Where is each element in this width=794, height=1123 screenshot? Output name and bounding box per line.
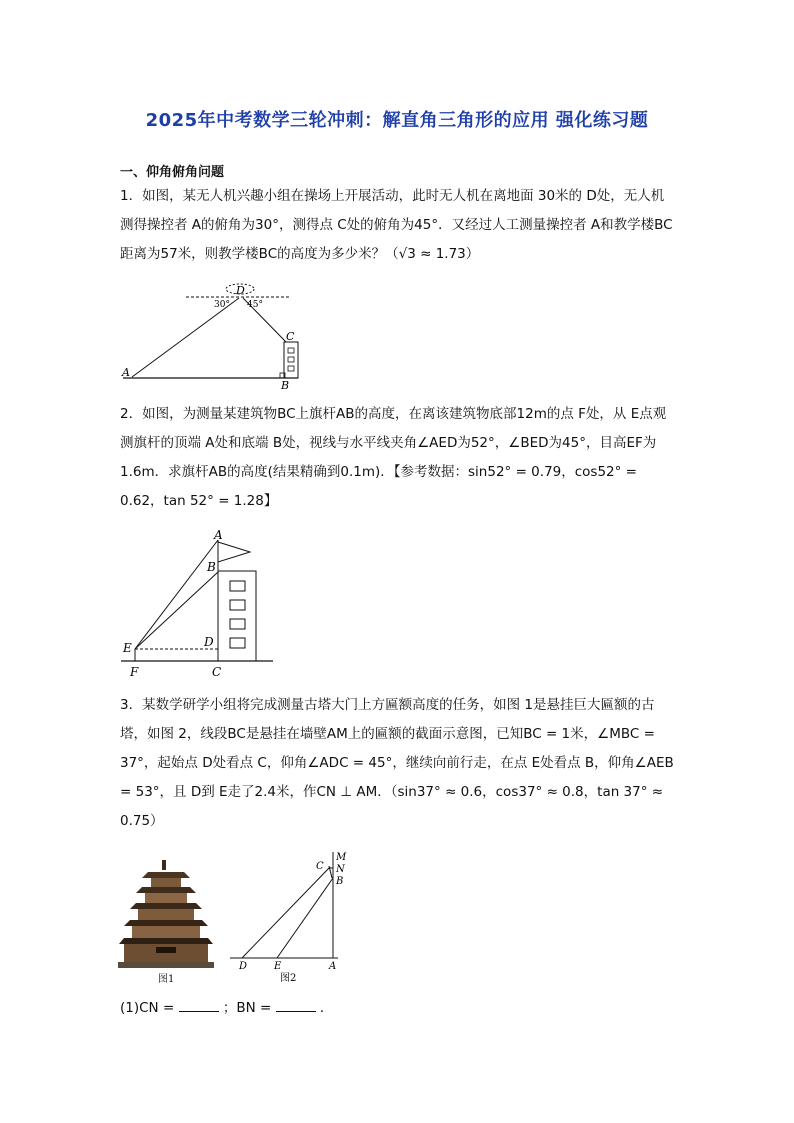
document-title: 2025年中考数学三轮冲刺：解直角三角形的应用 强化练习题 bbox=[145, 110, 649, 131]
figure-1-caption: 图1 bbox=[158, 974, 175, 985]
q1-label-a: A bbox=[122, 366, 130, 379]
q3-label-c: C bbox=[316, 861, 324, 872]
figure-2-caption: 图2 bbox=[280, 973, 297, 984]
question-3-text: 3．某数学研学小组将完成测量古塔大门上方匾额高度的任务，如图 1是悬挂巨大匾额的古塔，如图 2，线段BC是悬挂在墙壁AM上的匾额的截面示意图，已知BC = 1米，∠MBC = 37°，起始点 D处看点 C，仰角∠ADC = 45°，继续向前行走，在点 E处看点 B，仰角∠AEB = 53°，且 D到 E走了2.4米，作CN ⊥ AM．（sin37° ≈ 0.6，cos37° ≈ 0.8，tan 37° ≈ 0.75） bbox=[120, 697, 674, 829]
pagoda-photo bbox=[118, 858, 214, 968]
sub1-bn-label: ；BN = bbox=[222, 1000, 272, 1016]
q2-label-c: C bbox=[212, 665, 222, 679]
q1-label-b: B bbox=[281, 379, 290, 392]
section-heading: 一、仰角俯角问题 bbox=[120, 165, 225, 180]
q3-label-d: D bbox=[239, 961, 248, 972]
question-1-text: 1．如图，某无人机兴趣小组在操场上开展活动，此时无人机在离地面 30米的 D处，无人机测得操控者 A的俯角为30°，测得点 C处的俯角为45°．又经过人工测量操控者 A和教学楼BC距离为57米，则教学楼BC的高度为多少米？（√3 ≈ 1.73） bbox=[120, 188, 673, 262]
q2-label-e: E bbox=[123, 641, 132, 655]
q2-label-f: F bbox=[130, 665, 139, 679]
question-2-text: 2．如图，为测量某建筑物BC上旗杆AB的高度，在离该建筑物底部12m的点 F处，从 E点观测旗杆的顶端 A处和底端 B处，视线与水平线夹角∠AED为52°，∠BED为45°，目高EF为1.6m．求旗杆AB的高度(结果精确到0.1m)．【参考数据：sin52° = 0.79，cos52° = 0.62，tan 52° = 1.28】 bbox=[120, 406, 667, 509]
q3-label-e: E bbox=[274, 961, 282, 972]
question-1-figure bbox=[118, 278, 308, 390]
q2-label-b: B bbox=[207, 560, 216, 574]
question-3-figure-2 bbox=[226, 848, 356, 984]
bn-answer-blank[interactable] bbox=[276, 997, 316, 1012]
question-3-subquestion-1 bbox=[120, 996, 333, 1016]
q1-angle-30: 30° bbox=[214, 300, 230, 310]
q3-label-b: B bbox=[336, 876, 344, 887]
q3-label-n: N bbox=[336, 864, 345, 875]
sub1-cn-label: (1)CN = bbox=[120, 1000, 175, 1016]
q3-label-a: A bbox=[329, 961, 337, 972]
q1-angle-45: 45° bbox=[247, 300, 263, 310]
q2-label-a: A bbox=[214, 528, 223, 542]
cn-answer-blank[interactable] bbox=[179, 997, 219, 1012]
q1-label-d: D bbox=[236, 284, 245, 297]
q3-label-m: M bbox=[336, 852, 347, 863]
question-2-figure bbox=[118, 528, 278, 682]
q1-label-c: C bbox=[286, 330, 295, 343]
q2-label-d: D bbox=[204, 635, 214, 649]
sub1-end: ． bbox=[319, 1000, 334, 1016]
